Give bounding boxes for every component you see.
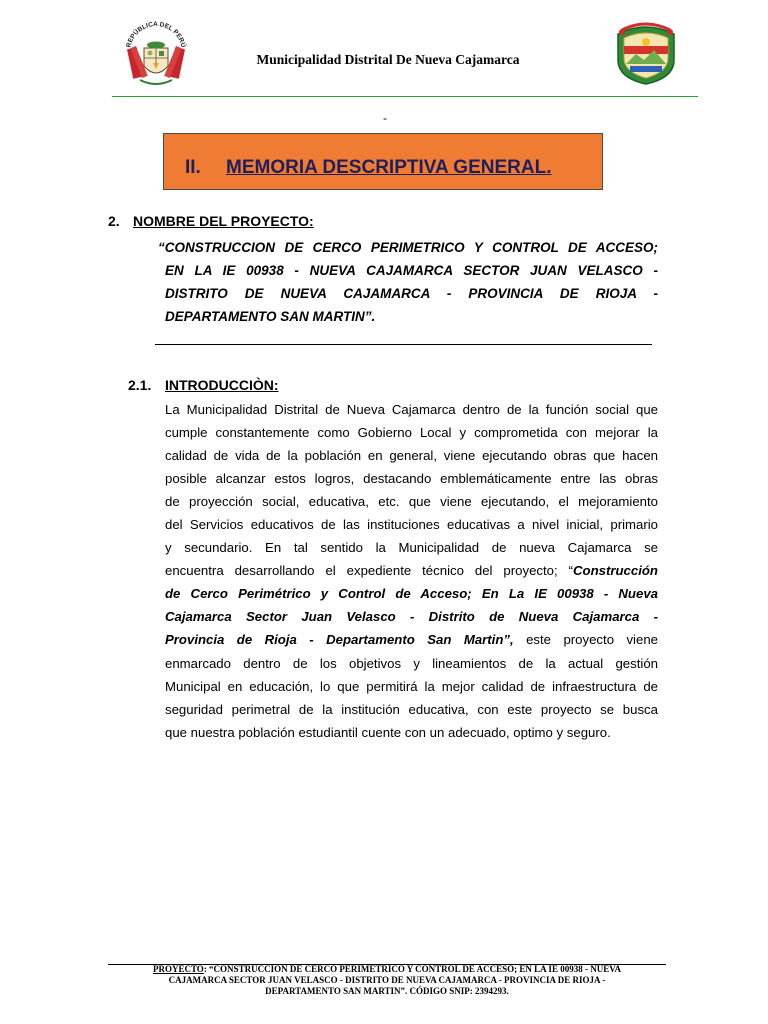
intro-text: encuentra desarrollando el expediente técnico del proyecto; “ (165, 563, 573, 578)
project-name-line: “CONSTRUCCION DE CERCO PERIMETRICO Y CONTROL DE ACCESO; (158, 240, 658, 255)
section-2-heading: NOMBRE DEL PROYECTO: (133, 213, 314, 229)
intro-paragraph-line (165, 562, 658, 580)
top-mark: - (383, 111, 387, 125)
footer-text: : “CONSTRUCCION DE CERCO PERIMETRICO Y CONTROL DE ACCESO; EN LA IE 00938 - NUEVA (203, 964, 622, 974)
section-2-1-heading: INTRODUCCIÒN: (165, 377, 279, 393)
intro-paragraph-line: cumple constantemente como Gobierno Local y comprometida con mejorar la (165, 425, 658, 440)
project-title-inline: Provincia de Rioja - Departamento San Martin”, (165, 632, 514, 647)
intro-paragraph-line (165, 631, 658, 649)
header-title: Municipalidad Distrital De Nueva Cajamarca (256, 52, 520, 67)
project-name-line: EN LA IE 00938 - NUEVA CAJAMARCA SECTOR JUAN VELASCO - (165, 263, 658, 278)
intro-paragraph-line: y secundario. En tal sentido la Municipalidad de nueva Cajamarca se (165, 540, 658, 555)
footer-label: PROYECTO (152, 964, 204, 974)
project-name-line: DISTRITO DE NUEVA CAJAMARCA - PROVINCIA DE RIOJA - (165, 286, 658, 301)
section-banner (163, 133, 603, 190)
section-2-number: 2. (108, 213, 120, 229)
footer-project-info (108, 964, 666, 997)
intro-paragraph-line: Municipal en educación, lo que permitirá la mejor calidad de infraestructura de (165, 679, 658, 694)
footer-line: CAJAMARCA SECTOR JUAN VELASCO - DISTRITO DE NUEVA CAJAMARCA - PROVINCIA DE RIOJA - (168, 975, 606, 985)
project-title-inline: Cajamarca Sector Juan Velasco - Distrito de Nueva Cajamarca - (165, 609, 658, 624)
municipality-shield-icon (614, 20, 678, 86)
intro-text: este proyecto viene (513, 632, 658, 647)
project-title-inline: Construcción (573, 563, 658, 578)
intro-paragraph-line: La Municipalidad Distrital de Nueva Cajamarca dentro de la función social que (165, 402, 658, 417)
intro-paragraph-line: de proyección social, educativa, etc. que viene ejecutando, el mejoramiento (165, 494, 658, 509)
seal-arc-text: REPÚBLICA DEL PERÚ (125, 20, 187, 49)
section-banner-number: II. (185, 157, 201, 178)
intro-paragraph-line: calidad de vida de la población en general, viene ejecutando obras que hacen (165, 448, 658, 463)
intro-paragraph-line: enmarcado dentro de los objetivos y lineamientos de la actual gestión (165, 656, 658, 671)
section-banner-title: MEMORIA DESCRIPTIVA GENERAL. (226, 157, 552, 178)
project-name-line: DEPARTAMENTO SAN MARTIN”. (165, 309, 376, 324)
intro-paragraph-line: del Servicios educativos de las instituciones educativas a nivel inicial, primario (165, 517, 658, 532)
header-divider (112, 96, 698, 97)
intro-paragraph-line: que nuestra población estudiantil cuente con un adecuado, optimo y seguro. (165, 725, 611, 740)
project-title-inline: de Cerco Perimétrico y Control de Acceso; En La IE 00938 - Nueva (165, 586, 658, 601)
peru-coat-of-arms-icon (122, 18, 190, 88)
intro-paragraph-line: posible alcanzar estos logros, destacando emblemáticamente entre las obras (165, 471, 658, 486)
footer-line: DEPARTAMENTO SAN MARTIN”. CÓDIGO SNIP: 2394293. (265, 986, 509, 996)
footer-line (108, 964, 666, 975)
intro-paragraph-line: seguridad perimetral de la institución educativa, con este proyecto se busca (165, 702, 658, 717)
section-2-1-number: 2.1. (128, 377, 152, 393)
project-name-underline (155, 344, 652, 345)
